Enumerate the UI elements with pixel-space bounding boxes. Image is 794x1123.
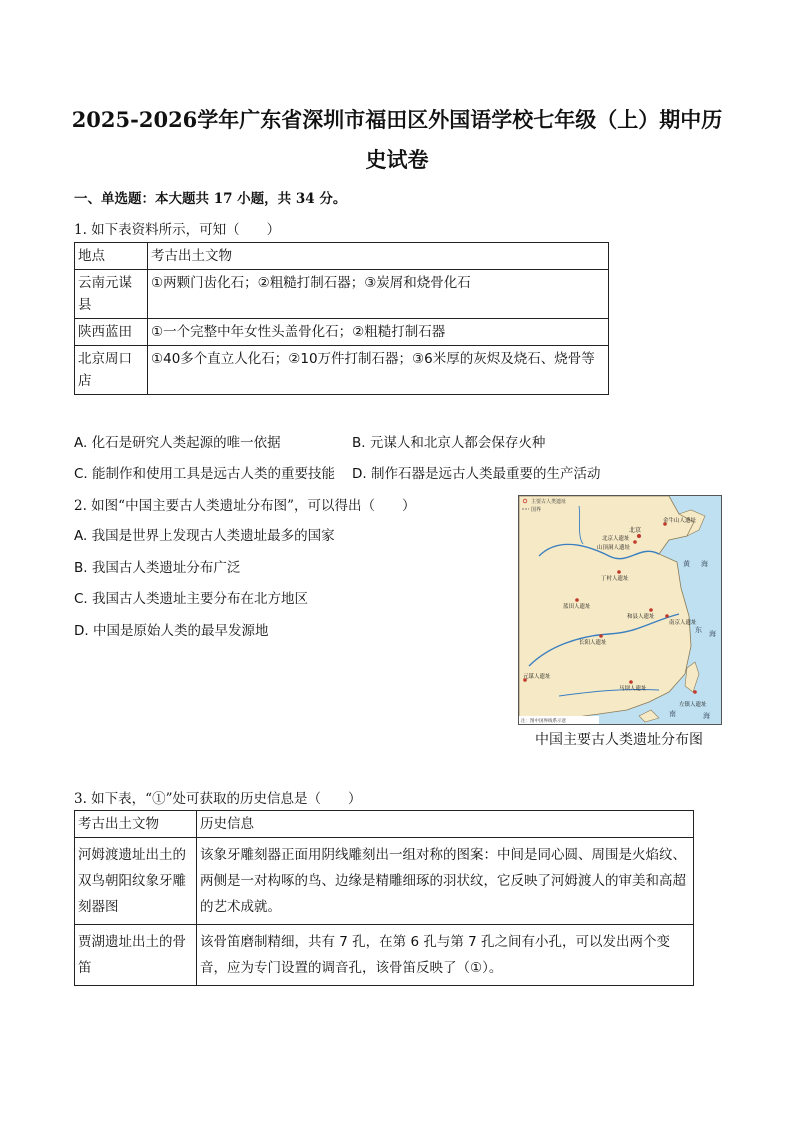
mainland (519, 496, 694, 718)
site-lantian (575, 598, 579, 602)
section-heading: 一、单选题：本大题共 17 小题，共 34 分。 (74, 191, 347, 207)
sea-label: 黄 (683, 560, 690, 568)
legend-border-label: 国界 (531, 507, 542, 513)
table-row (75, 243, 609, 270)
exam-title-line2: 史试卷 (365, 147, 429, 172)
site-beijing (637, 534, 641, 538)
q2-option-c[interactable]: C. 我国古人类遗址主要分布在北方地区 (74, 591, 309, 607)
map-note: 注：图中国界线系示意 (521, 719, 566, 724)
map-caption: 中国主要古人类遗址分布图 (535, 732, 703, 748)
map-label: 北京 (629, 527, 642, 534)
map-label: 金牛山人遗址 (663, 518, 697, 524)
q2-option-a[interactable]: A. 我国是世界上发现古人类遗址最多的国家 (74, 528, 335, 544)
q3-header-relic: 考古出土文物 (75, 811, 197, 838)
table-cell: 贾湖遗址出土的骨笛 (75, 925, 197, 986)
table-cell: ①40多个直立人化石；②10万件打制石器；③6米厚的灰烬及烧石、烧骨等 (148, 346, 609, 395)
map-label: 蓝田人遗址 (563, 604, 591, 610)
site-peking-man (633, 540, 637, 544)
table-cell: 河姆渡遗址出土的双鸟朝阳纹象牙雕刻器图 (75, 838, 197, 925)
map-label: 元谋人遗址 (523, 674, 551, 680)
q2-stem: 2. 如图“中国主要古人类遗址分布图”，可以得出（ ） (74, 498, 416, 514)
site-maba (629, 680, 633, 684)
q2-option-b[interactable]: B. 我国古人类遗址分布广泛 (74, 560, 241, 576)
q1-header-relics: 考古出土文物 (148, 243, 609, 270)
table-row (75, 319, 609, 346)
sea-label: 海 (701, 560, 708, 568)
map-label: 马坝人遗址 (619, 686, 647, 692)
table-row (75, 925, 694, 986)
map-label: 长阳人遗址 (579, 640, 607, 646)
q2-option-d[interactable]: D. 中国是原始人类的最早发源地 (74, 623, 269, 639)
map-svg (519, 496, 721, 724)
q1-option-d[interactable]: D. 制作石器是远古人类最重要的生产活动 (352, 466, 601, 482)
map-label: 山顶洞人遗址 (597, 545, 631, 551)
map-label: 左镇人遗址 (679, 702, 707, 708)
table-row (75, 838, 694, 925)
q1-header-place: 地点 (75, 243, 148, 270)
map-label: 南京人遗址 (669, 620, 697, 626)
table-cell: 陕西蓝田 (75, 319, 148, 346)
table-cell: ①两颗门齿化石；②粗糙打制石器；③炭屑和烧骨化石 (148, 270, 609, 319)
ancient-sites-map (518, 495, 722, 725)
q1-option-c[interactable]: C. 能制作和使用工具是远古人类的重要技能 (74, 466, 336, 482)
map-label: 和县人遗址 (627, 614, 655, 620)
q1-table (74, 242, 609, 395)
table-cell: ①一个完整中年女性头盖骨化石；②粗糙打制石器 (148, 319, 609, 346)
exam-title-line1: 2025-2026学年广东省深圳市福田区外国语学校七年级（上）期中历 (71, 107, 723, 132)
map-label: 北京人遗址 (602, 536, 630, 542)
table-cell: 该象牙雕刻器正面用阴线雕刻出一组对称的图案：中间是同心圆、周围是火焰纹、两侧是一对构啄的鸟、边缘是精雕细琢的羽状纹，它反映了河姆渡人的审美和高超的艺术成就。 (197, 838, 694, 925)
q1-option-b[interactable]: B. 元谋人和北京人都会保存火种 (352, 435, 546, 451)
q3-stem: 3. 如下表，“①”处可获取的历史信息是（ ） (74, 791, 362, 807)
table-cell: 该骨笛磨制精细，共有 7 孔，在第 6 孔与第 7 孔之间有小孔，可以发出两个变音，应为专门设置的调音孔，该骨笛反映了（①）。 (197, 925, 694, 986)
site-dingcun (617, 570, 621, 574)
site-hexian (649, 608, 653, 612)
site-nanjing (665, 614, 669, 618)
table-cell: 北京周口店 (75, 346, 148, 395)
q3-header-info: 历史信息 (197, 811, 694, 838)
sea-label: 东 (695, 626, 702, 634)
table-cell: 云南元谋县 (75, 270, 148, 319)
site-changyang (599, 634, 603, 638)
q3-table (74, 810, 694, 986)
table-row (75, 346, 609, 395)
q1-option-a[interactable]: A. 化石是研究人类起源的唯一依据 (74, 435, 281, 451)
legend-site-label: 主要古人类遗址 (531, 499, 567, 505)
site-zuozhen (693, 690, 697, 694)
map-label: 丁村人遗址 (601, 576, 629, 582)
table-row (75, 811, 694, 838)
sea-label: 海 (703, 712, 710, 720)
q1-stem: 1. 如下表资料所示，可知（ ） (74, 222, 281, 238)
sea-label: 南 (669, 710, 676, 718)
sea-label: 海 (709, 630, 716, 638)
table-row (75, 270, 609, 319)
